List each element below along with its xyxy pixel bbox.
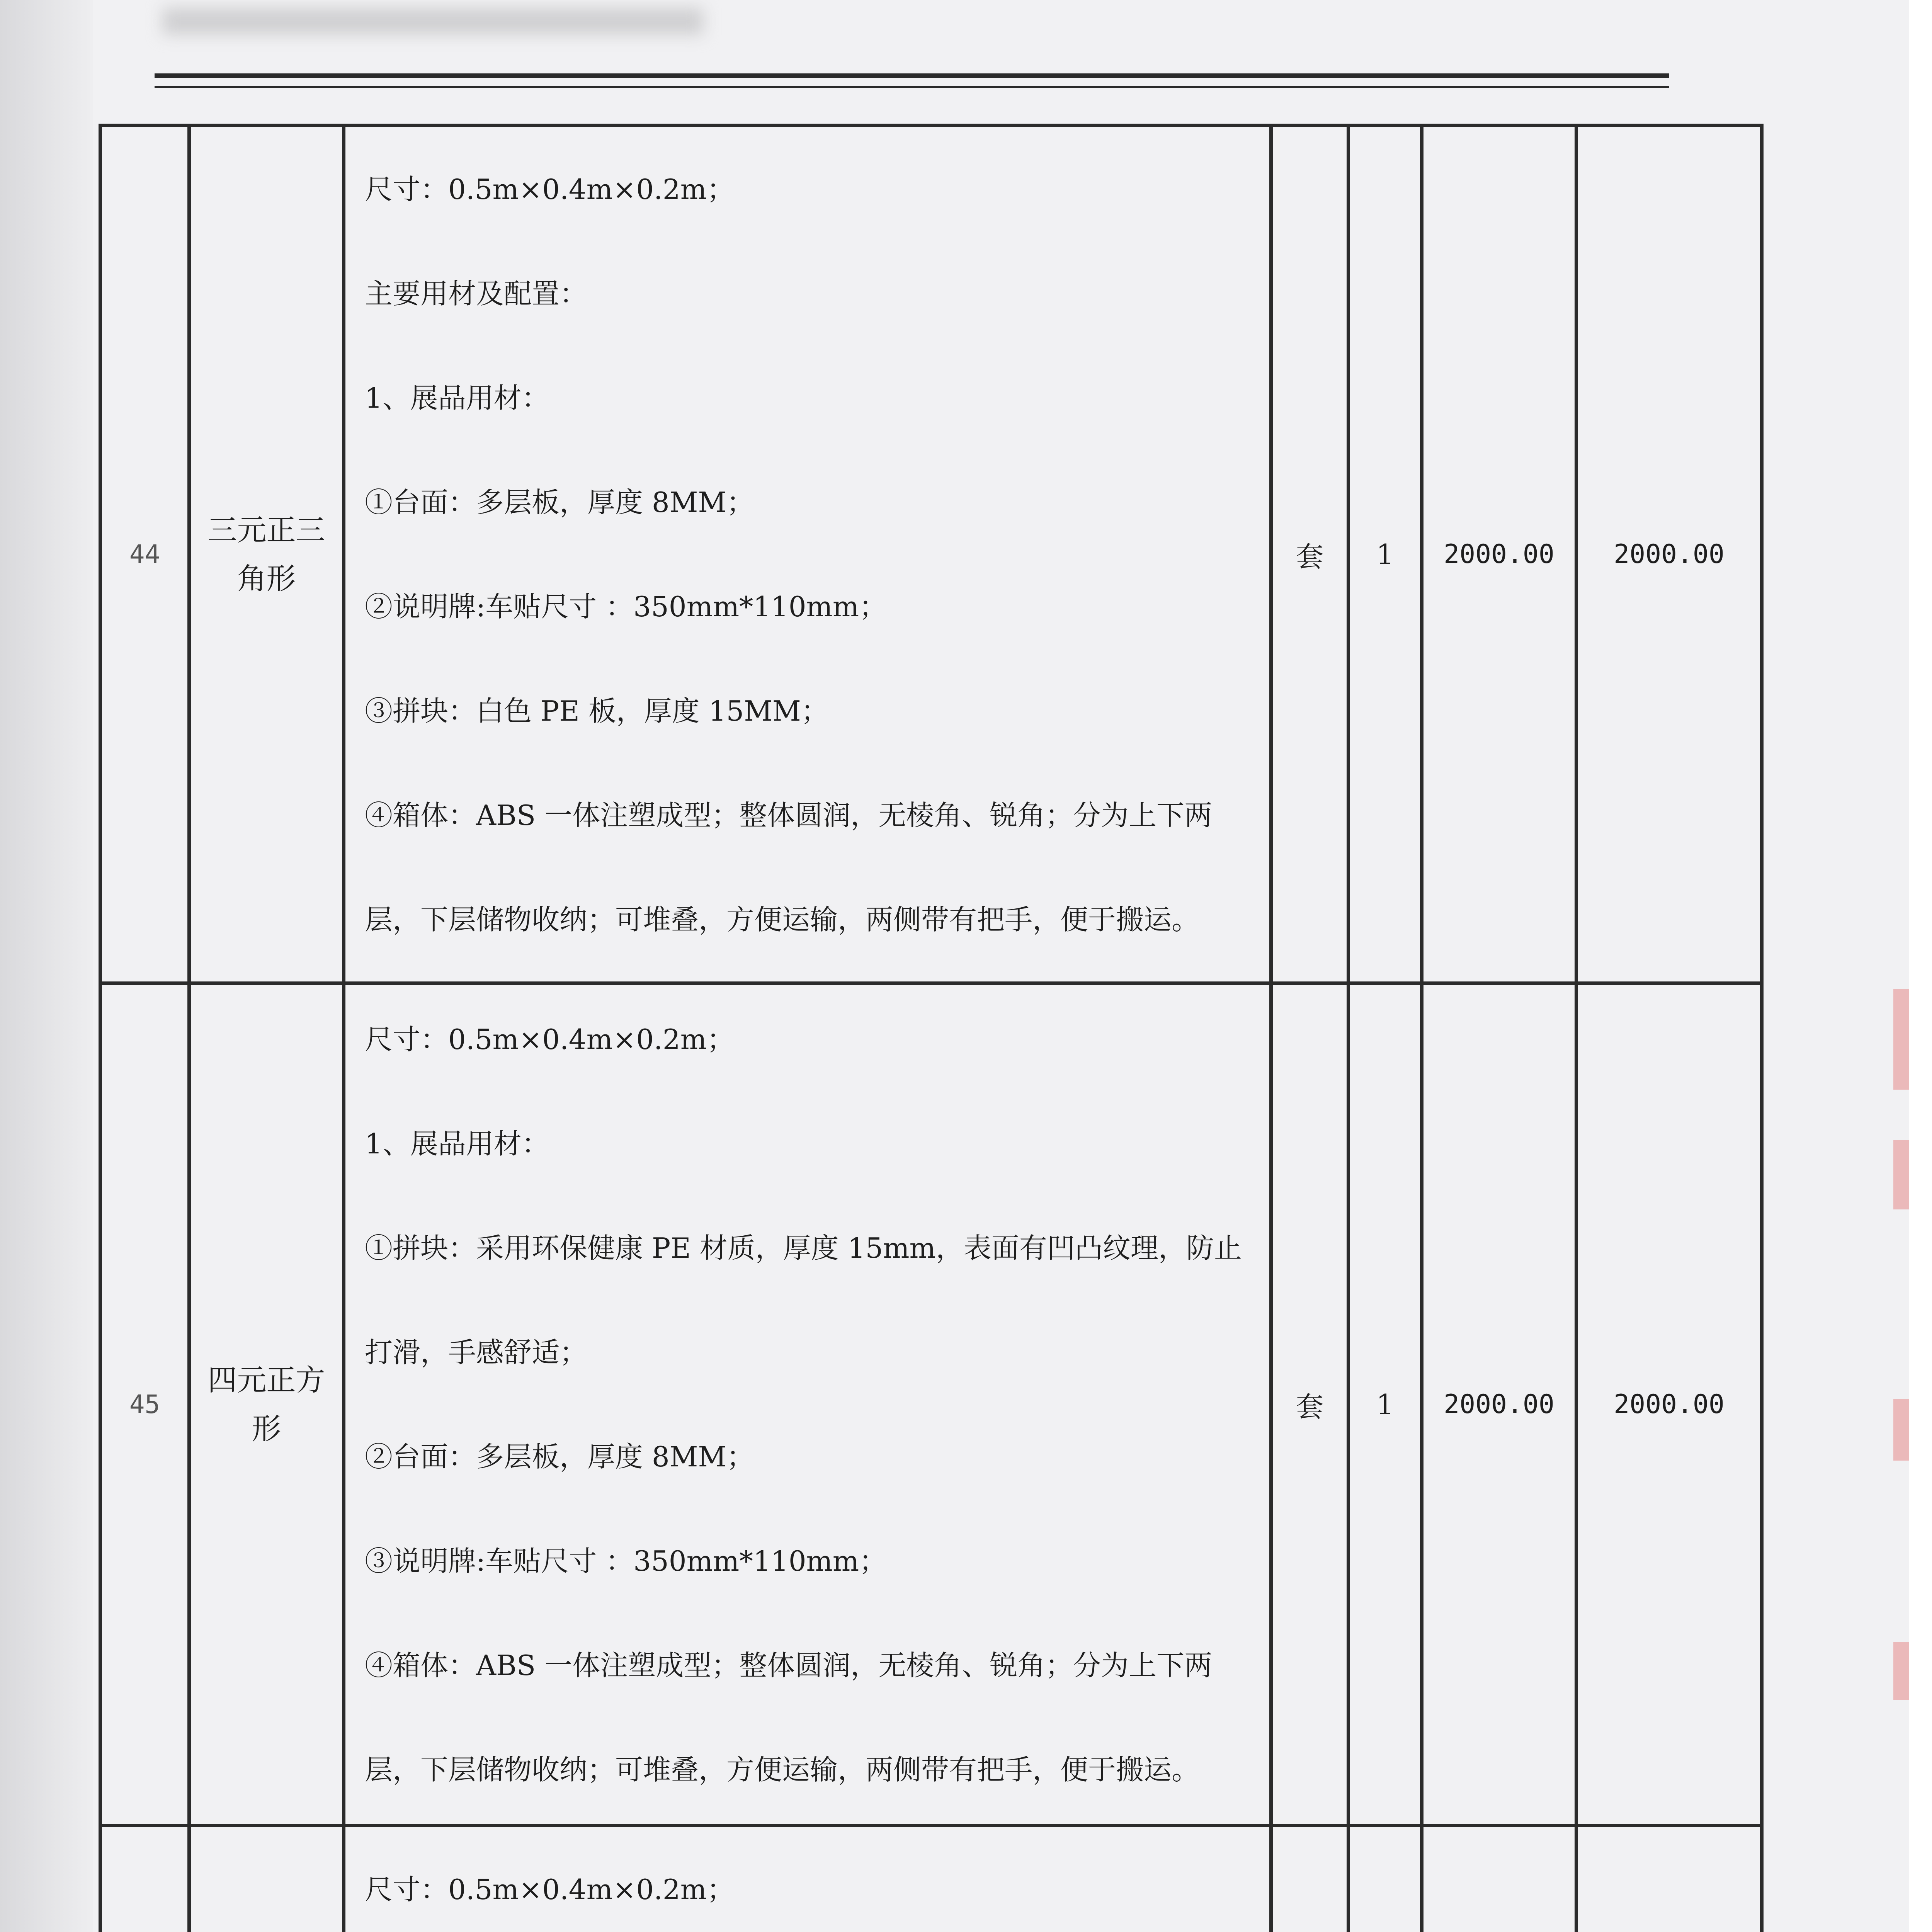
description-line: 尺寸：0.5m×0.4m×0.2m； <box>365 173 735 206</box>
table-row <box>100 126 1762 983</box>
item-description <box>344 1826 1271 1932</box>
red-stamp-fragment <box>1893 1642 1909 1700</box>
item-description <box>344 983 1271 1826</box>
item-description <box>344 126 1271 983</box>
item-number: 44 <box>100 126 189 983</box>
item-number: 45 <box>100 983 189 1826</box>
description-line: ④箱体：ABS 一体注塑成型；整体圆润，无棱角、锐角；分为上下两 <box>365 1649 1213 1682</box>
item-unit <box>1271 1826 1349 1932</box>
description-line: ②说明牌:车贴尺寸 ：350mm*110mm； <box>365 590 887 623</box>
item-unit: 套 <box>1271 983 1349 1826</box>
table-row <box>100 1826 1762 1932</box>
page-shadow <box>0 0 93 1932</box>
description-line: ④箱体：ABS 一体注塑成型；整体圆润，无棱角、锐角；分为上下两 <box>365 799 1213 832</box>
description-line: 打滑，手感舒适； <box>365 1336 588 1369</box>
description-line: 主要用材及配置： <box>365 277 588 310</box>
item-quantity <box>1349 1826 1422 1932</box>
item-total <box>1577 1826 1762 1932</box>
item-unit-price: 2000.00 <box>1422 126 1577 983</box>
items-table <box>99 124 1764 1932</box>
header-rule <box>155 73 1669 78</box>
description-line: 1、展品用材： <box>365 1127 549 1160</box>
description-line: ①台面：多层板，厚度 8MM； <box>365 486 755 519</box>
description-line: ③拼块：白色 PE 板，厚度 15MM； <box>365 694 829 727</box>
description-line: ②台面：多层板，厚度 8MM； <box>365 1440 755 1473</box>
item-quantity: 1 <box>1349 983 1422 1826</box>
red-stamp-fragment <box>1893 989 1909 1090</box>
description-line: ①拼块：采用环保健康 PE 材质，厚度 15mm，表面有凹凸纹理，防止 <box>365 1231 1242 1264</box>
red-stamp-fragment <box>1893 1399 1909 1461</box>
item-unit-price: 2000.00 <box>1422 983 1577 1826</box>
page-margin <box>1909 0 1932 1932</box>
description-line: 层，下层储物收纳；可堆叠，方便运输，两侧带有把手，便于搬运。 <box>365 903 1200 936</box>
header-rule-thin <box>155 86 1669 88</box>
item-name: 三元正三角形 <box>189 126 344 983</box>
description-line: 1、展品用材： <box>365 381 549 414</box>
item-quantity: 1 <box>1349 126 1422 983</box>
item-unit-price <box>1422 1826 1577 1932</box>
description-line: 尺寸：0.5m×0.4m×0.2m； <box>365 1023 735 1056</box>
table-row <box>100 983 1762 1826</box>
red-stamp-fragment <box>1893 1140 1909 1209</box>
item-total: 2000.00 <box>1577 126 1762 983</box>
item-number <box>100 1826 189 1932</box>
item-name <box>189 1826 344 1932</box>
item-total: 2000.00 <box>1577 983 1762 1826</box>
description-line: ③说明牌:车贴尺寸 ：350mm*110mm； <box>365 1544 887 1577</box>
description-line: 尺寸：0.5m×0.4m×0.2m； <box>365 1873 735 1906</box>
description-line: 层，下层储物收纳；可堆叠，方便运输，两侧带有把手，便于搬运。 <box>365 1753 1200 1786</box>
item-unit: 套 <box>1271 126 1349 983</box>
header-smudge <box>162 8 703 35</box>
item-name: 四元正方形 <box>189 983 344 1826</box>
